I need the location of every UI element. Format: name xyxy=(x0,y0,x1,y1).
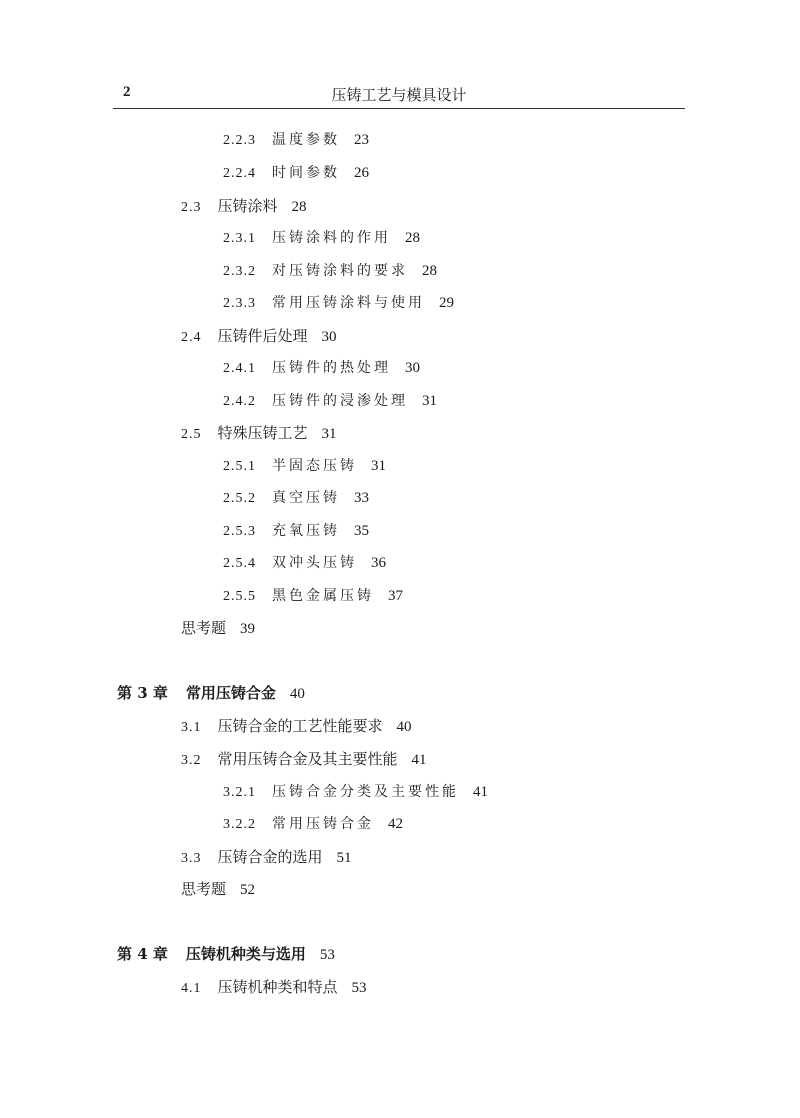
toc-page: 23 xyxy=(354,132,369,148)
toc-entry xyxy=(223,130,369,151)
toc-number: 2.3.3 xyxy=(223,296,256,311)
toc-entry xyxy=(223,586,403,607)
toc-page: 41 xyxy=(411,752,427,768)
toc-number: 2.4.2 xyxy=(223,394,256,409)
toc-number: 4.1 xyxy=(181,981,202,996)
toc-chapter xyxy=(117,944,335,965)
toc-page: 31 xyxy=(422,393,437,409)
toc-page: 28 xyxy=(291,199,307,215)
toc-number: 2.5.2 xyxy=(223,491,256,506)
toc-entry xyxy=(223,553,386,574)
toc-entry xyxy=(223,782,488,803)
toc-page: 35 xyxy=(354,523,369,539)
toc-entry xyxy=(181,196,307,218)
toc-page: 33 xyxy=(354,490,369,506)
toc-page: 29 xyxy=(439,295,454,311)
toc-page: 39 xyxy=(240,621,256,637)
toc-title: 思考题 xyxy=(181,880,227,898)
toc-number: 3.2.1 xyxy=(223,785,256,800)
book-title: 压铸工艺与模具设计 xyxy=(331,86,467,104)
toc-entry xyxy=(223,521,369,542)
toc-page: 53 xyxy=(319,947,335,963)
toc-title: 特殊压铸工艺 xyxy=(217,424,308,442)
toc-entry xyxy=(223,358,420,379)
toc-number: 2.2.4 xyxy=(223,166,256,181)
toc-title: 双冲头压铸 xyxy=(272,555,357,571)
toc-page: 28 xyxy=(405,230,420,246)
page-number: 2 xyxy=(123,84,131,100)
toc-title: 压铸合金的选用 xyxy=(217,848,323,866)
toc-number: 2.3.2 xyxy=(223,264,256,279)
toc-number: 2.3 xyxy=(181,200,202,215)
chapter-title: 压铸机种类与选用 xyxy=(185,945,306,963)
toc-page: 28 xyxy=(422,263,437,279)
toc-entry xyxy=(223,163,369,184)
toc-number: 3.3 xyxy=(181,851,202,866)
toc-title: 思考题 xyxy=(181,619,227,637)
toc-number: 2.3.1 xyxy=(223,231,256,246)
toc-entry xyxy=(181,326,337,348)
toc-number: 2.5 xyxy=(181,427,202,442)
page-header xyxy=(113,84,685,109)
toc-entry xyxy=(223,456,386,477)
toc-entry xyxy=(223,488,369,509)
toc-page: 41 xyxy=(473,784,488,800)
toc-title: 压铸合金的工艺性能要求 xyxy=(217,717,383,735)
toc-title: 压铸件的浸渗处理 xyxy=(272,393,408,409)
toc-entry xyxy=(181,749,427,771)
toc-page: 52 xyxy=(240,882,256,898)
toc-title: 对压铸涂料的要求 xyxy=(272,263,408,279)
toc-number: 2.2.3 xyxy=(223,133,256,148)
toc-title: 压铸件的热处理 xyxy=(272,360,391,376)
toc-title: 压铸机种类和特点 xyxy=(217,978,338,996)
toc-entry xyxy=(223,261,437,282)
toc-page: 42 xyxy=(388,816,403,832)
toc-number: 2.4 xyxy=(181,330,202,345)
toc-entry xyxy=(223,293,454,314)
toc-chapter xyxy=(117,683,305,704)
toc-page: 40 xyxy=(396,719,412,735)
toc-page: 53 xyxy=(351,980,367,996)
toc-page: 37 xyxy=(388,588,403,604)
toc-entry xyxy=(181,847,352,869)
toc-number: 3.1 xyxy=(181,720,202,735)
toc-entry xyxy=(181,423,337,445)
toc-title: 压铸涂料 xyxy=(217,197,278,215)
toc-entry xyxy=(181,879,255,900)
toc-title: 压铸件后处理 xyxy=(217,327,308,345)
toc-page: 30 xyxy=(321,329,337,345)
toc-number: 2.4.1 xyxy=(223,361,256,376)
toc-entry xyxy=(181,618,255,639)
toc-number: 3.2.2 xyxy=(223,817,256,832)
toc-page: 40 xyxy=(289,686,305,702)
toc-title: 压铸合金分类及主要性能 xyxy=(272,784,459,800)
toc-title: 充氧压铸 xyxy=(272,523,340,539)
toc-title: 常用压铸合金 xyxy=(272,816,374,832)
toc-entry xyxy=(181,977,367,999)
toc-title: 时间参数 xyxy=(272,165,340,181)
toc-page: 31 xyxy=(371,458,386,474)
toc-title: 常用压铸合金及其主要性能 xyxy=(217,750,398,768)
toc-entry xyxy=(223,228,420,249)
toc-page: 51 xyxy=(336,850,352,866)
toc-title: 常用压铸涂料与使用 xyxy=(272,295,425,311)
toc-page: 30 xyxy=(405,360,420,376)
chapter-number: 第 3 章 xyxy=(117,684,168,702)
toc-number: 2.5.5 xyxy=(223,589,256,604)
toc-number: 2.5.4 xyxy=(223,556,256,571)
toc-title: 真空压铸 xyxy=(272,490,340,506)
toc-page: 31 xyxy=(321,426,337,442)
toc-number: 2.5.1 xyxy=(223,459,256,474)
chapter-number: 第 4 章 xyxy=(117,945,168,963)
toc-entry xyxy=(223,391,437,412)
toc-number: 3.2 xyxy=(181,753,202,768)
toc-title: 压铸涂料的作用 xyxy=(272,230,391,246)
chapter-title: 常用压铸合金 xyxy=(185,684,276,702)
toc-entry xyxy=(181,716,412,738)
toc-entry xyxy=(223,814,403,835)
toc-page: 36 xyxy=(371,555,386,571)
toc-page: 26 xyxy=(354,165,369,181)
toc-title: 半固态压铸 xyxy=(272,458,357,474)
toc-title: 黑色金属压铸 xyxy=(272,588,374,604)
toc-number: 2.5.3 xyxy=(223,524,256,539)
toc-title: 温度参数 xyxy=(272,132,340,148)
